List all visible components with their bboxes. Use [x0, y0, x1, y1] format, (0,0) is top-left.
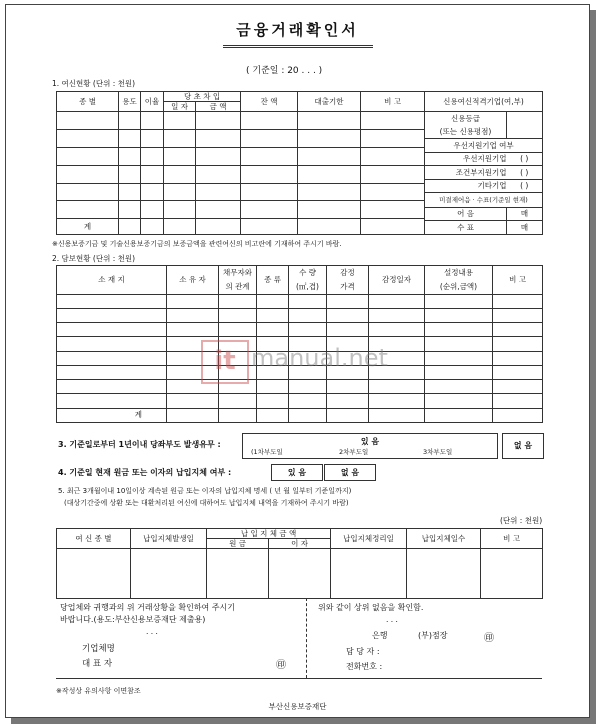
bank-seal: ㊞ — [484, 633, 494, 644]
col-credit-eligible: 신용여신적격기업(여,부) — [425, 92, 543, 112]
title-underline — [223, 45, 373, 48]
col-interest: 이 자 — [269, 539, 331, 549]
company-name-label: 기업체명 — [82, 644, 115, 654]
section1-heading: 1. 여신현황 (단위 : 천원) — [52, 79, 136, 88]
col-principal: 원 금 — [207, 539, 269, 549]
dishonor-no: 없 음 — [502, 433, 544, 459]
check-label: 수 표 — [425, 221, 507, 235]
col-balance: 잔 액 — [241, 92, 298, 112]
confirm-line: 위와 같이 상위 없음을 확인함. — [318, 603, 424, 612]
col-debtor-relation: 채무자와 — [219, 266, 257, 280]
second-dishonor: 2차부도일 — [339, 448, 369, 456]
form-title: 금융거래확인서 — [236, 21, 359, 39]
delinquency-table — [56, 528, 543, 599]
phone-label: 전화번호 : — [346, 662, 383, 671]
delinquency-no: 없 음 — [324, 464, 376, 481]
bank-label: 은행 — [372, 631, 388, 640]
col-kind: 종 별 — [57, 92, 119, 112]
col-use: 용도 — [119, 92, 141, 112]
col-setting: 설정내용 — [425, 266, 493, 280]
delinquency-yes: 있 음 — [271, 464, 323, 481]
section1-footnote: ※신용보증기금 및 기술신용보증기금의 보증금액을 관련여신의 비고란에 기재하여 주시기 바람. — [52, 240, 342, 248]
col-note2: 비 고 — [493, 266, 543, 295]
request-line2: 바랍니다.(용도:부산신용보증재단 제출용) — [60, 615, 206, 624]
base-date: ( 기준일 : 20 . . . ) — [246, 66, 323, 76]
third-dishonor: 3차부도일 — [423, 448, 453, 456]
first-dishonor: (1차부도일 — [251, 448, 283, 456]
form-sheet — [5, 4, 590, 718]
col-note: 비 고 — [361, 92, 425, 112]
col-rate: 이율 — [141, 92, 164, 112]
col-type: 종 류 — [257, 266, 289, 295]
section3-label: 3. 기준일로부터 1년이내 당좌부도 발생유무 : — [58, 440, 221, 449]
col-delinquency-clear: 납입지체정리일 — [331, 529, 407, 549]
col-appraisal-price: 감정 — [327, 266, 369, 280]
col-initial: 당 초 차 입 — [164, 92, 241, 102]
ceo-label: 대 표 자 — [82, 659, 113, 669]
section4-label: 4. 기준일 현재 원금 또는 이자의 납입지체 여부 : — [58, 468, 232, 477]
request-date: . . . — [146, 627, 158, 636]
loan-status-table — [56, 91, 425, 235]
credit-info-table: 신용여신적격기업(여,부) 신용등급 (또는 신용평점) 우선지원기업 여부 우선지원기업 ( ) 조건부지원기업 ( ) 기타기업 ( ) 미결제어음 · 수표(기준일 현재) 어 음 매 수 표 매 — [424, 91, 543, 235]
loan-total: 계 — [57, 219, 119, 235]
col-delinquency-amount: 납 입 지 체 금 액 — [207, 529, 331, 539]
col-note3: 비 고 — [481, 529, 543, 549]
section5-line2: (대상기간중에 상환 또는 대환처리된 여신에 대하여도 납입지체 내역을 기재하여 주시기 바람) — [64, 499, 349, 507]
dishonor-yes-box — [242, 433, 498, 459]
confirmation-divider — [306, 598, 307, 678]
section5-line1: 5. 최근 3개월이내 10일이상 계속된 원금 또는 이자의 납입지체 명세 ( 년 월 일부터 기준일까지) — [58, 487, 352, 495]
ceo-seal: ㊞ — [276, 660, 286, 671]
col-loan-kind: 여 신 종 별 — [57, 529, 131, 549]
request-line1: 당업체와 귀행과의 위 거래상황을 확인하여 주시기 — [60, 603, 236, 612]
confirm-date: . . . — [386, 615, 398, 624]
col-quantity: 수 량 — [289, 266, 327, 280]
col-delinquency-start: 납입지체발생일 — [131, 529, 207, 549]
col-due: 대출기한 — [298, 92, 361, 112]
watermark-text: manual.net — [251, 344, 388, 372]
col-location: 소 재 지 — [57, 266, 167, 295]
section2-heading: 2. 담보현황 (단위 : 천원) — [52, 254, 136, 263]
watermark-logo: it — [201, 340, 249, 384]
col-owner: 소 유 자 — [167, 266, 219, 295]
unsettled-bills-label: 미결제어음 · 수표(기준일 현재) — [425, 193, 543, 208]
dishonor-yes: 있 음 — [360, 437, 380, 446]
col-initial-date: 일 자 — [164, 102, 196, 112]
manager-label: 담 당 자 : — [346, 647, 380, 656]
credit-grade-label: 신용등급 — [425, 112, 507, 126]
organization-name: 부산신용보증재단 — [268, 702, 327, 711]
notice-text: ※작성상 유의사항 이면참조 — [56, 687, 141, 695]
col-delinquency-days: 납입지체일수 — [407, 529, 481, 549]
credit-score-label: (또는 신용평점) — [425, 125, 507, 139]
watermark — [201, 336, 411, 386]
col-initial-amount: 금 액 — [196, 102, 241, 112]
section5-unit: (단위 : 천원) — [500, 516, 543, 525]
collateral-total: 계 — [57, 408, 167, 422]
bill-label: 어 음 — [425, 207, 507, 221]
branch-manager-label: (부)점장 — [418, 631, 448, 640]
collateral-table: 소 재 지 소 유 자 채무자와 종 류 수 량 감정 감정일자 설정내용 비 고 의 관계 (㎡,겹) 가격 (순위,금액) 계 — [56, 265, 543, 423]
col-appraisal-date: 감정일자 — [369, 266, 425, 295]
priority-support-label: 우선지원기업 여부 — [425, 139, 543, 153]
